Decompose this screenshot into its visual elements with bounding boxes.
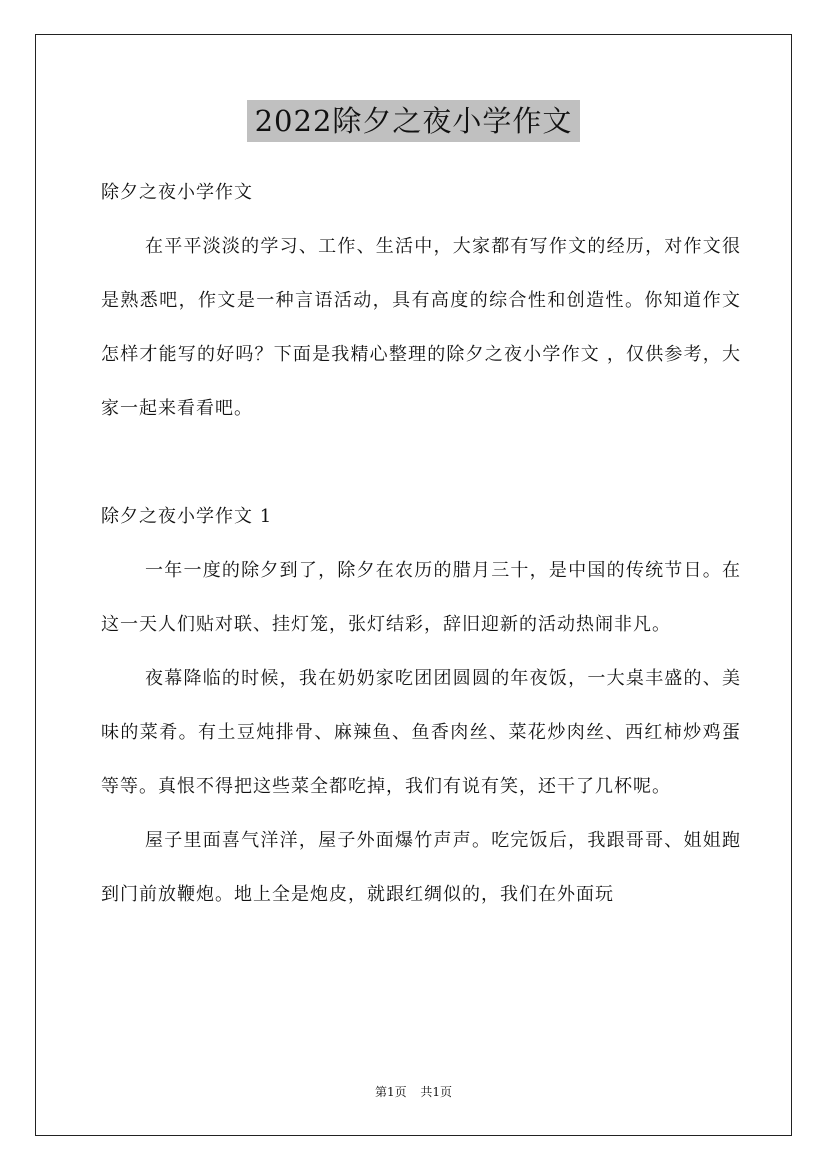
total-pages: 共1页 bbox=[420, 1085, 453, 1099]
section-heading: 除夕之夜小学作文 1 bbox=[101, 506, 273, 527]
section-spacer bbox=[101, 436, 741, 490]
body-paragraph-2: 夜幕降临的时候，我在奶奶家吃团团圆圆的年夜饭，一大桌丰盛的、美味的菜肴。有土豆炖排骨、麻辣鱼、鱼香肉丝、菜花炒肉丝、西红柿炒鸡蛋等等。真恨不得把这些菜全都吃掉，我们有说有笑，还干了几杯呢。 bbox=[101, 668, 741, 797]
document-title: 2022除夕之夜小学作文 bbox=[247, 100, 581, 142]
title-container bbox=[0, 100, 827, 142]
body-paragraph-1: 一年一度的除夕到了，除夕在农历的腊月三十，是中国的传统节日。在这一天人们贴对联、挂灯笼，张灯结彩，辞旧迎新的活动热闹非凡。 bbox=[101, 560, 741, 635]
intro-heading: 除夕之夜小学作文 bbox=[101, 182, 253, 203]
intro-paragraph: 在平平淡淡的学习、工作、生活中，大家都有写作文的经历，对作文很是熟悉吧，作文是一种言语活动，具有高度的综合性和创造性。你知道作文怎样才能写的好吗？下面是我精心整理的除夕之夜小学作文 ，仅供参考，大家一起来看看吧。 bbox=[101, 236, 741, 419]
document-body bbox=[101, 166, 741, 922]
page-number: 第1页 bbox=[374, 1085, 407, 1099]
page-footer bbox=[0, 1083, 827, 1101]
body-paragraph-3: 屋子里面喜气洋洋，屋子外面爆竹声声。吃完饭后，我跟哥哥、姐姐跑到门前放鞭炮。地上全是炮皮，就跟红绸似的，我们在外面玩 bbox=[101, 830, 741, 905]
